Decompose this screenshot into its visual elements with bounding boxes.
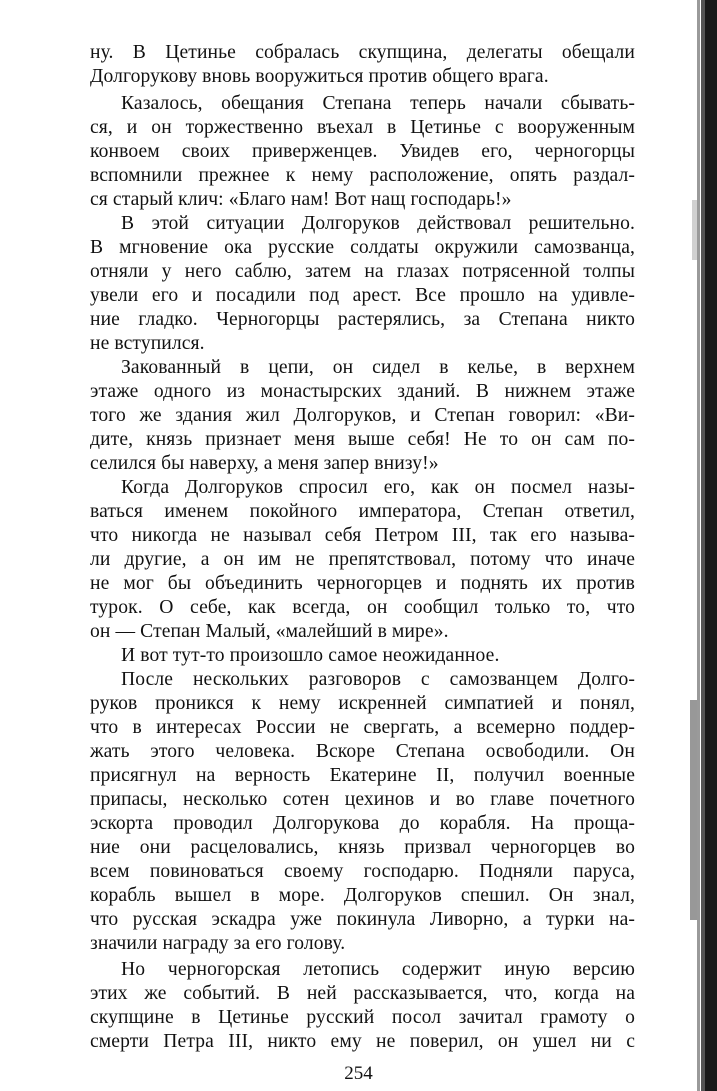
text-line: значили награду за его голову. xyxy=(90,933,346,954)
text-line: что никогда не называл себя Петром III, так его называ- xyxy=(90,525,635,546)
text-line: не мог бы объединить черногорцев и поднять их против xyxy=(90,573,635,594)
text-line: ние они расцеловались, князь призвал черногорцев во xyxy=(90,837,635,858)
text-line: смерти Петра III, никто ему не поверил, он ушел ни с xyxy=(90,1031,635,1052)
text-line: он — Степан Малый, «малейший в мире». xyxy=(90,621,449,642)
text-line: турок. О себе, как всегда, он сообщил только то, что xyxy=(90,597,635,618)
text-line: жать этого человека. Вскоре Степана освободили. Он xyxy=(90,741,635,762)
text-line: эскорта проводил Долгорукова до корабля. На проща- xyxy=(90,813,635,834)
text-line: этаже одного из монастырских зданий. В нижнем этаже xyxy=(90,381,635,402)
text-line: В этой ситуации Долгоруков действовал решительно. xyxy=(121,213,635,234)
text-line: припасы, несколько сотен цехинов и во главе почетного xyxy=(90,789,635,810)
text-line: ли другие, а он им не препятствовал, потому что иначе xyxy=(90,549,635,570)
text-line: корабль вышел в море. Долгоруков спешил. Он знал, xyxy=(90,885,635,906)
text-line: руков проникся к нему искренней симпатией и понял, xyxy=(90,693,635,714)
text-line: В мгновение ока русские солдаты окружили самозванца, xyxy=(90,237,635,258)
text-line: конвоем своих приверженцев. Увидев его, черногорцы xyxy=(90,141,635,162)
text-line: Но черногорская летопись содержит иную версию xyxy=(121,959,635,980)
text-line: ние гладко. Черногорцы растерялись, за Степана никто xyxy=(90,309,635,330)
text-line: что в интересах России не свергать, а всемерно поддер- xyxy=(90,717,635,738)
text-line: дите, князь признает меня выше себя! Не то он сам по- xyxy=(90,429,635,450)
text-line: присягнул на верность Екатерине II, получил военные xyxy=(90,765,635,786)
text-line: что русская эскадра уже покинула Ливорно, а турки на- xyxy=(90,909,635,930)
text-line: отняли у него саблю, затем на глазах потрясенной толпы xyxy=(90,261,635,282)
text-line: Казалось, обещания Степана теперь начали сбывать- xyxy=(121,93,635,114)
text-line: того же здания жил Долгоруков, и Степан говорил: «Ви- xyxy=(90,405,635,426)
book-spine-shadow xyxy=(677,0,717,1091)
text-line: И вот тут-то произошло самое неожиданное. xyxy=(121,645,500,666)
text-line: Когда Долгоруков спросил его, как он посмел назы- xyxy=(121,477,635,498)
text-line: селился бы наверху, а меня запер внизу!» xyxy=(90,453,439,474)
text-line: Закованный в цепи, он сидел в келье, в верхнем xyxy=(121,357,635,378)
text-line: этих же событий. В ней рассказывается, что, когда на xyxy=(90,983,635,1004)
text-line: После нескольких разговоров с самозванцем Долго- xyxy=(121,669,635,690)
text-line: скупщине в Цетинье русский посол зачитал грамоту о xyxy=(90,1007,635,1028)
text-line: увели его и посадили под арест. Все прошло на удивле- xyxy=(90,285,635,306)
text-line: ну. В Цетинье собралась скупщина, делегаты обещали xyxy=(90,42,635,63)
text-line: всем повиноваться своему господарю. Подняли паруса, xyxy=(90,861,635,882)
text-line: не вступился. xyxy=(90,333,205,354)
text-line: вспомнили прежнее к нему расположение, опять раздал- xyxy=(90,165,635,186)
text-line: ся, и он торжественно въехал в Цетинье с вооруженным xyxy=(90,117,635,138)
page-number: 254 xyxy=(344,1063,373,1084)
text-line: Долгорукову вновь вооружиться против общего врага. xyxy=(90,66,549,87)
text-line: ся старый клич: «Благо нам! Вот нащ господарь!» xyxy=(90,189,512,210)
text-line: ваться именем покойного императора, Степан ответил, xyxy=(90,501,635,522)
